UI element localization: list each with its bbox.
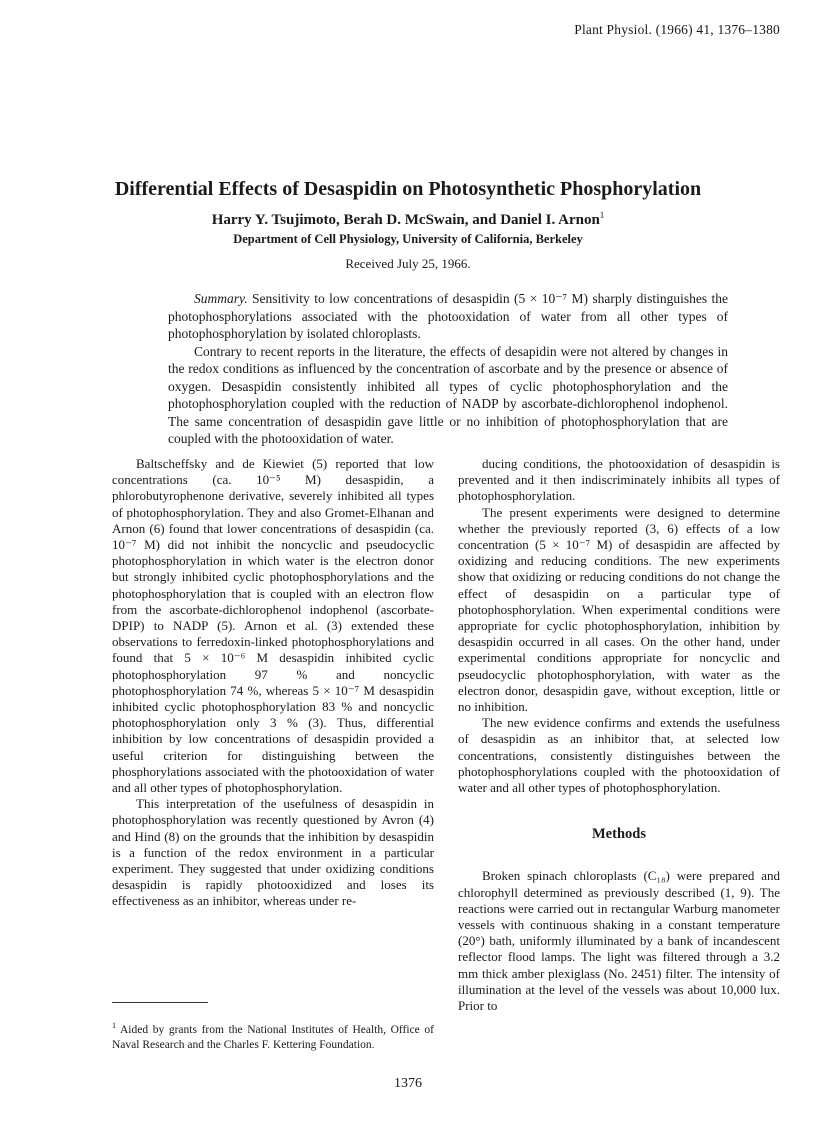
footnote bbox=[112, 1018, 434, 1053]
footnote-text: Aided by grants from the National Institutes of Health, Office of Naval Research and the Charles F. Kettering Foundation. bbox=[112, 1023, 434, 1051]
received-date: Received July 25, 1966. bbox=[345, 256, 471, 271]
abstract-paragraph: Contrary to recent reports in the literature, the effects of desapidin were not altered by changes in the redox conditions as influenced by the concentration of ascorbate and by the presence or absence of oxygen. Desaspidin consistently inhibited all types of cyclic photophosphorylation and the photophosphorylation coupled with the reduction of NADP by ascorbate-dichlorophenol indophenol. The same concentration of desaspidin gave little or no inhibition of photophosphorylation that are coupled with the photooxidation of water. bbox=[168, 343, 728, 446]
body-paragraph: ducing conditions, the photooxidation of desaspidin is prevented and it then indiscriminately inhibits all types of photophosphorylation. bbox=[458, 456, 780, 504]
journal-citation: Plant Physiol. (1966) 41, 1376–1380 bbox=[574, 22, 780, 37]
abstract-text: Sensitivity to low concentrations of desaspidin (5 × 10⁻⁷ M) sharply distinguishes the photophosphorylations associated with the photooxidation of water from all other types of photophosphorylation by isolated chloroplasts. bbox=[168, 291, 728, 341]
methods-heading: Methods bbox=[592, 826, 646, 843]
page-number: 1376 bbox=[394, 1076, 422, 1091]
body-paragraph: Baltscheffsky and de Kiewiet (5) reported that low concentrations (ca. 10⁻⁵ M) desaspidin, a phlorobutyrophenone derivative, severely inhibited all types of photophosphorylation. They and also Gromet-Elhanan and Arnon (6) found that lower concentrations of desaspidin (ca. 10⁻⁷ M) did not inhibit the noncyclic and pseudocyclic photophosphorylation in which water is the electron donor but strongly inhibited cyclic photophosphorylations and the photophosphorylation that is coupled with an electron flow from the ascorbate-dichlorophenol indophenol (ascorbate-DPIP) to NADP (5). Arnon et al. (3) extended these observations to ferredoxin-linked photophosphorylations and found that 5 × 10⁻⁶ M desaspidin inhibited cyclic photophosphorylation 97 % and noncyclic photophosphorylation 74 %, whereas 5 × 10⁻⁷ M desaspidin inhibited cyclic photophosphorylation 83 % and noncyclic photophosphorylation only 3 % (3). Thus, differential inhibition by low concentrations of desaspidin provided a useful criterion for distinguishing between the phosphorylations associated with the photooxidation of water and all other types of photophosphorylation. bbox=[112, 456, 434, 796]
affiliation: Department of Cell Physiology, University of California, Berkeley bbox=[233, 232, 583, 246]
footnote-divider bbox=[112, 1002, 208, 1003]
body-paragraph: This interpretation of the usefulness of desaspidin in photophosphorylation was recently questioned by Avron (4) and Hind (8) on the grounds that the inhibition by desaspidin is a function of the redox environment in a particular experiment. They suggested that under oxidizing conditions desaspidin is rapidly photooxidized and loses its effectiveness as an inhibitor, whereas under re- bbox=[112, 796, 434, 909]
body-paragraph: The present experiments were designed to determine whether the previously reported (3, 6) effects of a low concentration (5 × 10⁻⁷ M) of desaspidin are affected by oxidizing and reducing conditions. The new experiments show that oxidizing or reducing conditions do not change the effect of desaspidin on a particular type of photophosphorylation. When experimental conditions were appropriate for cyclic photophosphorylation, inhibition by desaspidin occurred in all cases. On the other hand, under experimental conditions appropriate for noncyclic and pseudocyclic photophosphorylation, with water as the electron donor, desaspidin gave, without exception, little or no inhibition. bbox=[458, 504, 780, 715]
summary-label: Summary. bbox=[194, 291, 248, 306]
methods-paragraph: Broken spinach chloroplasts (C₁₈) were prepared and chlorophyll determined as previously described (1, 9). The reactions were carried out in rectangular Warburg manometer vessels with continuous shaking in a constant temperature (20°) bath, uniformly illuminated by a bank of incandescent reflector flood lamps. The light was filtered through a 3.2 mm thick amber plexiglass (No. 2451) filter. The intensity of illumination at the level of the vessels was about 10,000 lux. Prior to bbox=[458, 868, 780, 1014]
body-column-left bbox=[112, 456, 434, 910]
article-title: Differential Effects of Desaspidin on Photosynthetic Phosphorylation bbox=[114, 178, 702, 200]
abstract-paragraph bbox=[168, 290, 728, 343]
abstract bbox=[168, 290, 728, 448]
author-footnote-marker: 1 bbox=[599, 210, 605, 220]
body-paragraph: The new evidence confirms and extends the usefulness of desaspidin as an inhibitor that, at selected low concentrations, consistently distinguishes between the photophosphorylations coupled with the photooxidation of water and all other types of photophosphorylation. bbox=[458, 715, 780, 796]
author-list bbox=[0, 210, 816, 229]
author-names: Harry Y. Tsujimoto, Berah D. McSwain, and Daniel I. Arnon bbox=[211, 212, 600, 228]
body-column-right bbox=[458, 456, 780, 1014]
footnote-marker: 1 bbox=[112, 1021, 116, 1030]
